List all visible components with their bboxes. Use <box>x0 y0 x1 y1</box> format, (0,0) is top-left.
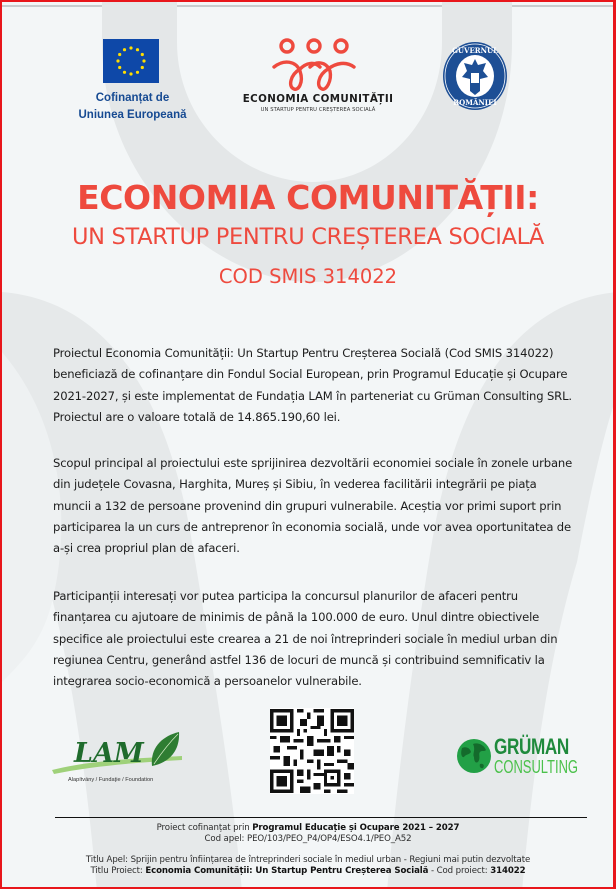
svg-text:LAM: LAM <box>74 738 144 769</box>
footer-project-prefix: Titlu Proiect: <box>90 866 146 876</box>
eu-label-line2: Uniunea Europeană <box>78 109 187 121</box>
footer-project-code-label: - Cod proiect: <box>428 866 491 876</box>
paragraph-business-plans: Participanții interesați vor putea participa la concursul planurilor de afaceri pentru finanțarea cu ajutoare de minimis de până la 100.000 de euro. Unul dintre obiectivele specifice ale proiectului este crearea a 21 de noi întreprinderi sociale în mediul urban din regiunea Centru, generând astfel 136 de locuri de muncă și contribuind semnificativ la integrarea socio-economică a persoanelor vulnerabile. <box>53 589 558 689</box>
footer-call-title: Titlu Apel: Sprijin pentru înființarea de întreprinderi sociale în mediul urban - Regiuni mai putin dezvoltate <box>85 855 531 865</box>
footer-project-title-line <box>2 866 614 878</box>
paragraph-project-description: Proiectul Economia Comunității: Un Startup Pentru Creșterea Socială (Cod SMIS 314022) beneficiază de cofinanțare din Fondul Social European, prin Programul Educație și Ocupare 2021-2027, și este implementat de Fundația LAM în parteneriat cu Grüman Consulting SRL. Proiectul are o valoare totală de 14.865.190,60 lei. <box>53 346 572 424</box>
eu-flag-icon <box>103 39 159 83</box>
eu-label-line1: Cofinanțat de <box>95 92 170 104</box>
poster-content <box>2 2 614 887</box>
smis-code: COD SMIS 314022 <box>218 265 398 288</box>
globe-icon <box>456 738 492 774</box>
paragraph-project-scope: Scopul principal al proiectului este sprijinirea dezvoltării economiei sociale în zonele urbane din județele Covasna, Harghita, Mureș și Sibiu, în vederea facilitării integrării pe piața muncii a 132 de persoane provenind din grupuri vulnerabile. Aceștia vor primi suport prin participarea la un curs de antreprenor în economia socială, unde vor avea oportunitatea de a-și crea propriul plan de afaceri. <box>53 456 573 556</box>
footer-divider <box>55 817 587 818</box>
footer-call-code: Cod apel: PEO/103/PEO_P4/OP4/ESO4.1/PEO_A52 <box>204 834 412 844</box>
lam-foundation-logo <box>52 730 182 788</box>
project-logo-subtitle: UN STARTUP PENTRU CREȘTEREA SOCIALĂ <box>260 107 376 113</box>
leaf-icon <box>52 730 182 788</box>
qr-code-icon <box>270 708 354 794</box>
footer-project-code: 314022 <box>490 866 526 876</box>
project-logo-title: ECONOMIA COMUNITĂȚII <box>242 93 394 105</box>
eu-cofinanced-label <box>65 90 200 124</box>
gruman-consulting-logo <box>456 734 578 778</box>
footer-program-line <box>2 823 614 835</box>
page-subtitle: UN STARTUP PENTRU CREȘTEREA SOCIALĂ <box>71 224 545 250</box>
footer-program-prefix: Proiect cofinanțat prin <box>156 823 253 833</box>
footer-project-name: Economia Comunității: Un Startup Pentru Creșterea Socială <box>145 866 429 876</box>
three-people-logo-icon <box>270 37 358 95</box>
svg-text:GUVERNUL: GUVERNUL <box>451 46 499 55</box>
gruman-subtitle: CONSULTING <box>494 757 579 777</box>
svg-text:ROMÂNIEI: ROMÂNIEI <box>453 98 497 107</box>
page-title: ECONOMIA COMUNITĂȚII: <box>77 178 539 217</box>
footer-program-name: Programul Educație și Ocupare 2021 – 2027 <box>252 823 460 833</box>
gruman-name: GRÜMAN <box>494 734 569 759</box>
svg-text:Alapítvány / Fundaţie / Founda: Alapítvány / Fundaţie / Foundation <box>68 777 154 783</box>
guvernul-romaniei-seal-icon <box>442 41 508 111</box>
